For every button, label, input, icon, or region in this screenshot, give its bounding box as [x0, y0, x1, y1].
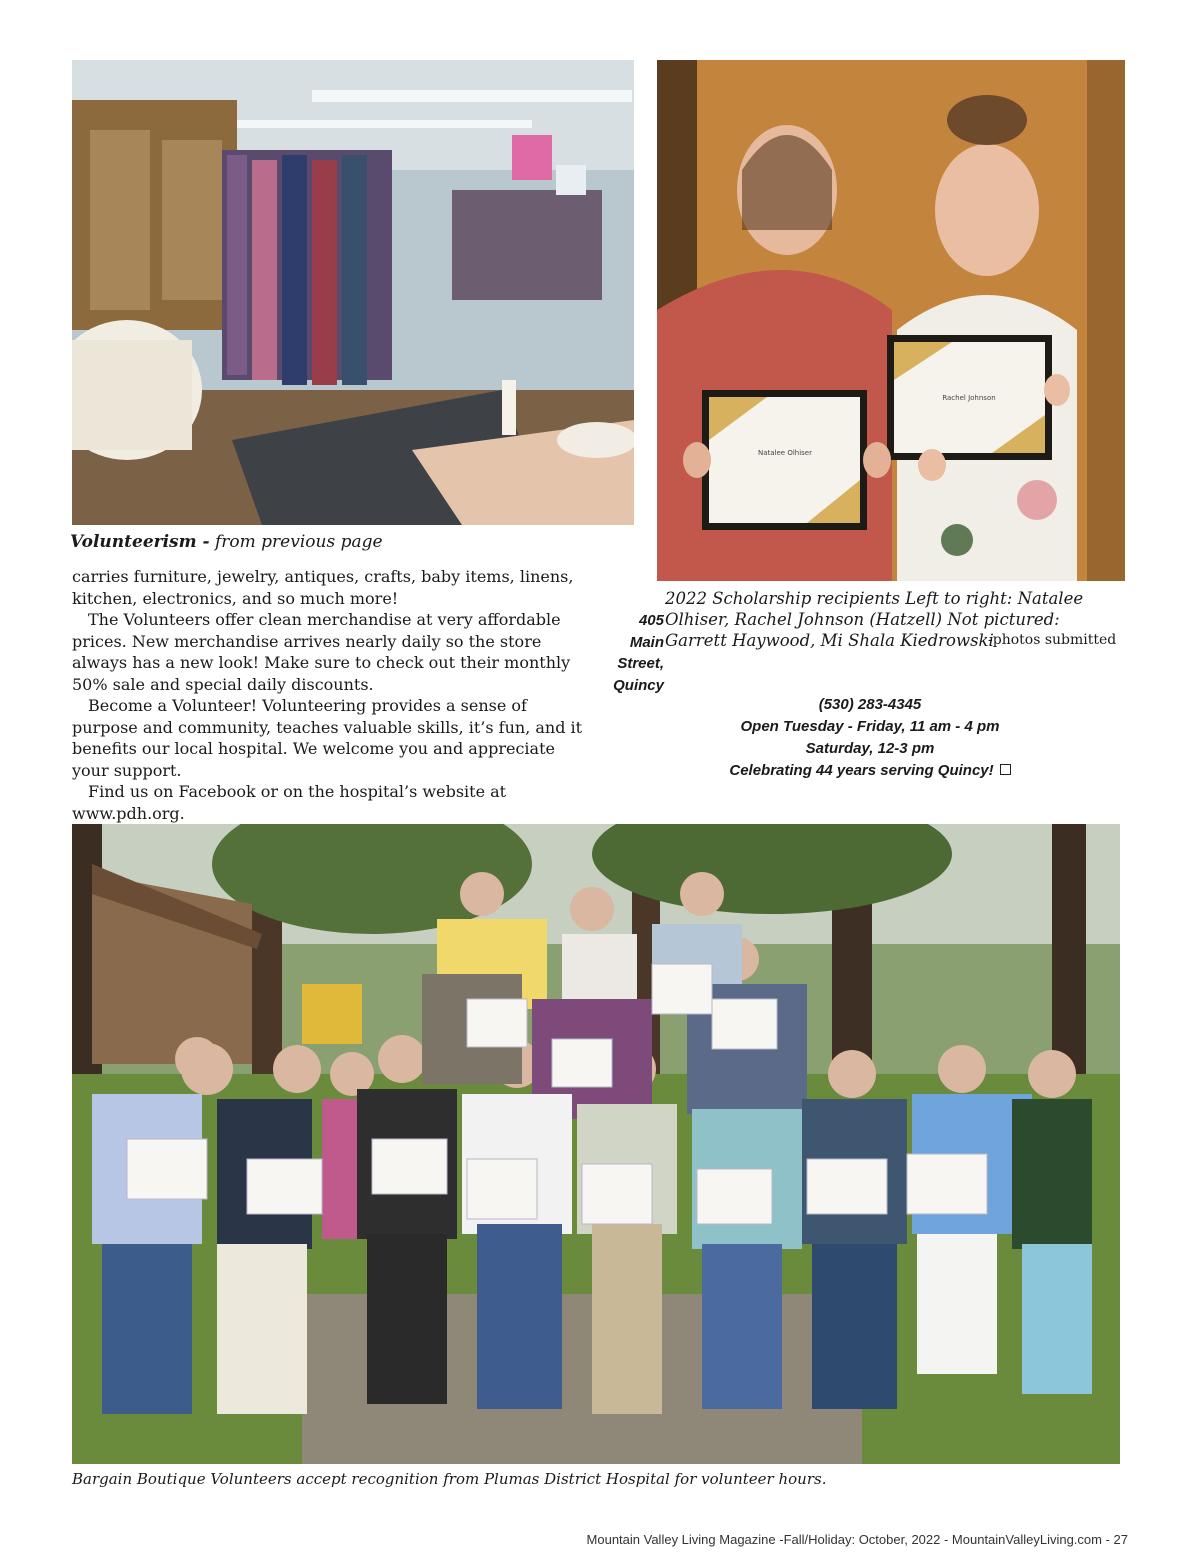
article-paragraph-2: The Volunteers offer clean merchandise at very affordable prices. New merchandise arrives nearly daily so the store always has a new look! Make sure to check out their monthly 50% sale and special daily discounts.	[72, 610, 571, 694]
group-image	[72, 824, 1120, 1464]
volunteerism-heading	[70, 532, 383, 552]
scholarship-image	[657, 60, 1125, 581]
store-interior-photo	[72, 60, 634, 525]
page-footer: Mountain Valley Living Magazine -Fall/Holiday: October, 2022 - MountainValleyLiving.com - 27	[586, 1532, 1128, 1547]
celebrating-text: Celebrating 44 years serving Quincy!	[729, 762, 994, 779]
store-address	[604, 610, 664, 696]
end-mark-icon	[1000, 764, 1011, 775]
volunteerism-subtitle: from previous page	[214, 532, 383, 552]
article-paragraph-3: Become a Volunteer! Volunteering provides a sense of purpose and community, teaches valuable skills, it’s fun, and it benefits our local hospital. We welcome you and appreciate your support.	[72, 696, 583, 780]
store-celebrating-line	[700, 760, 1040, 782]
store-hours-saturday: Saturday, 12-3 pm	[805, 740, 935, 757]
volunteers-group-photo	[72, 824, 1120, 1464]
scholarship-caption: 2022 Scholarship recipients Left to right: Natalee Olhiser, Rachel Johnson (Hatzell) Not pictured: Garrett Haywood, Mi Shala Kiedrowski	[665, 589, 1084, 650]
address-line-3: Street,	[617, 655, 664, 672]
cert-left-name: Natalee Olhiser	[757, 449, 813, 457]
store-info	[700, 694, 1040, 782]
address-line-4: Quincy	[613, 676, 664, 694]
photo-credit: -photos submitted	[988, 632, 1117, 648]
address-line-1: 405	[638, 612, 664, 629]
article-body	[72, 566, 592, 824]
scholarship-recipients-photo	[657, 60, 1125, 581]
volunteerism-title: Volunteerism -	[70, 532, 210, 552]
article-paragraph-1: carries furniture, jewelry, antiques, crafts, baby items, linens, kitchen, electronics, and so much more!	[72, 567, 574, 608]
store-phone: (530) 283-4345	[818, 696, 922, 713]
cert-right-name: Rachel Johnson	[942, 394, 996, 402]
article-paragraph-4: Find us on Facebook or on the hospital’s website at www.pdh.org.	[72, 782, 507, 823]
group-photo-caption: Bargain Boutique Volunteers accept recognition from Plumas District Hospital for volunteer hours.	[72, 1470, 827, 1488]
store-hours-weekday: Open Tuesday - Friday, 11 am - 4 pm	[740, 718, 1000, 735]
store-interior-image	[72, 60, 634, 525]
address-line-2: Main	[629, 633, 664, 651]
